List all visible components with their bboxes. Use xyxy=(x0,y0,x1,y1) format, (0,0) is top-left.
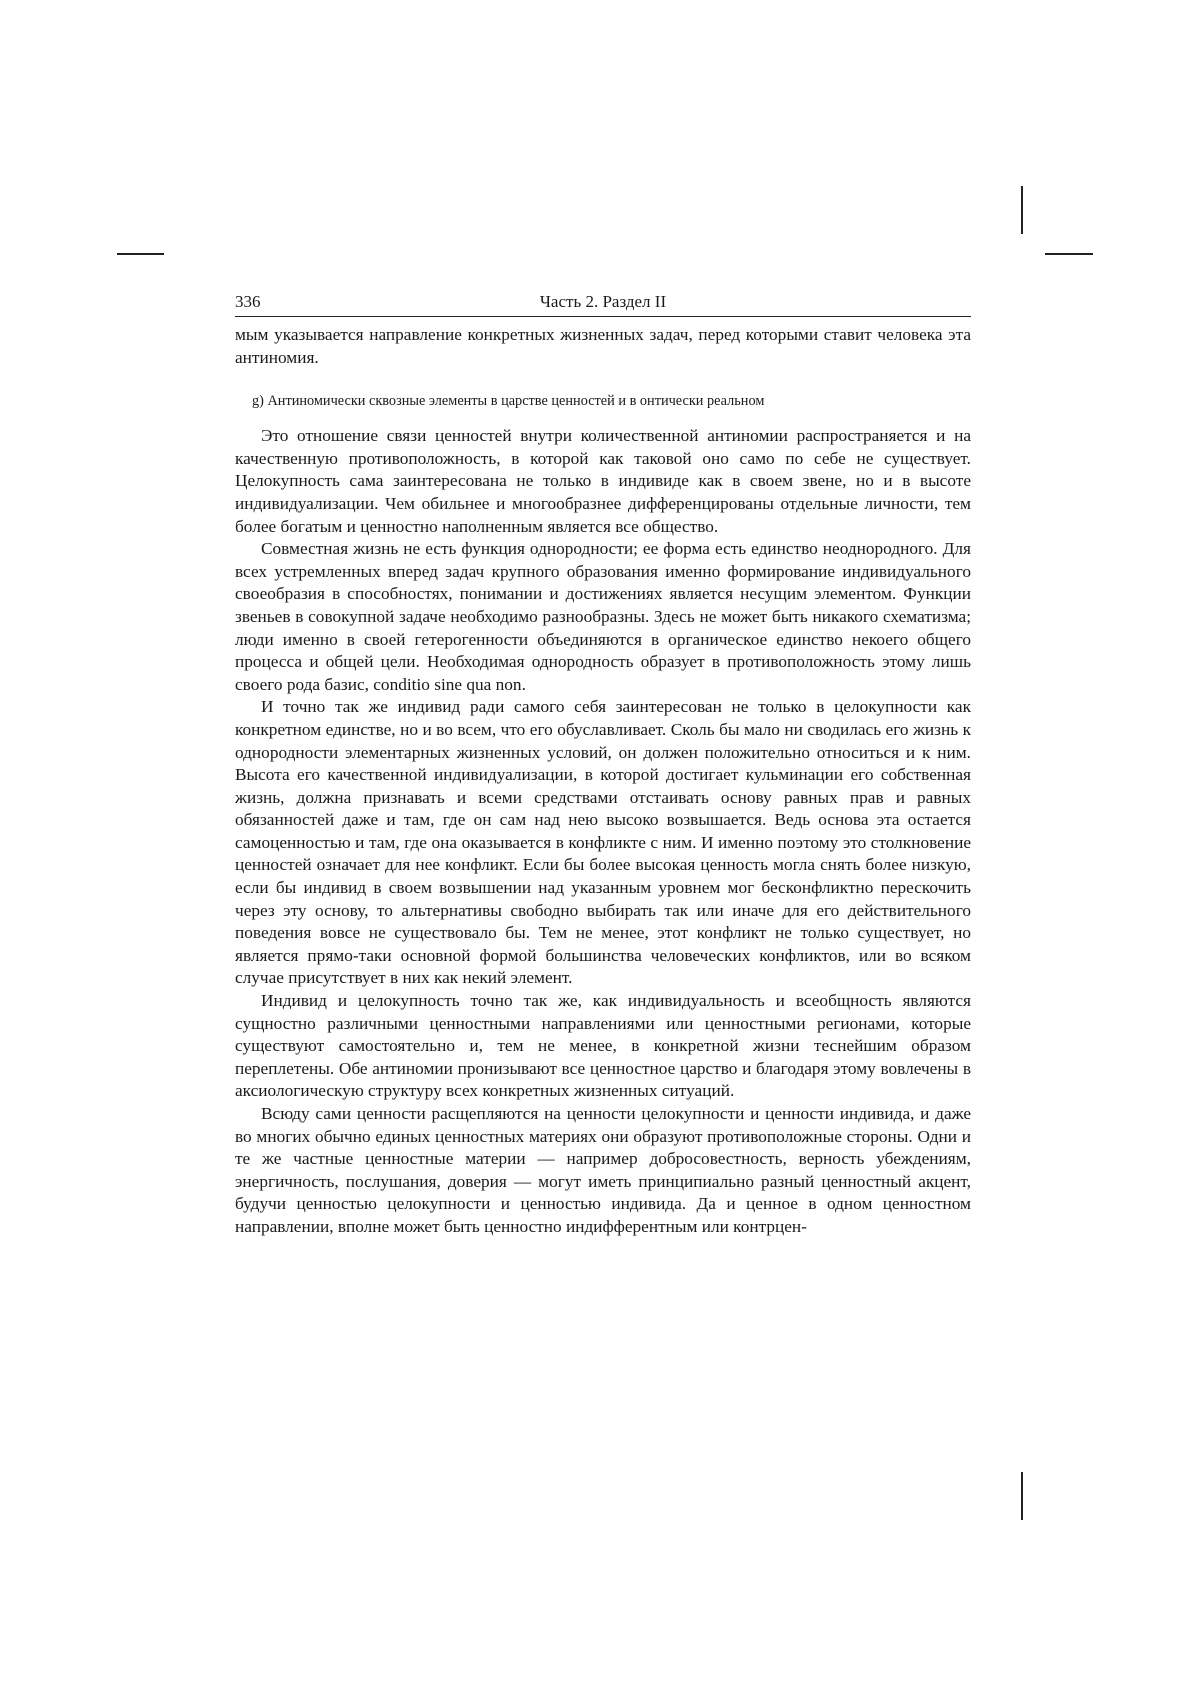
page-number: 336 xyxy=(235,292,261,311)
header-title: Часть 2. Раздел II xyxy=(539,292,667,311)
book-page xyxy=(235,290,971,1239)
crop-mark xyxy=(1021,1472,1023,1520)
crop-mark xyxy=(1021,186,1023,234)
body-text xyxy=(235,324,971,369)
paragraph: Совместная жизнь не есть функция однородности; ее форма есть единство неоднородного. Для всех устремленных вперед задач крупного образования именно формирование индивидуального своеобразия в способностях, понимании и достижениях является несущим элементом. Функции звеньев в совокупной задаче необходимо разнообразны. Здесь не может быть никакого схематизма; люди именно в своей гетерогенности объединяются в органическое единство некоего общего процесса и общей цели. Необходимая однородность образует в противоположность этому лишь своего рода базис, conditio sine qua non. xyxy=(235,539,971,694)
crop-mark xyxy=(1045,253,1093,255)
paragraph: Индивид и целокупность точно так же, как индивидуальность и всеобщность являются сущностно различными ценностными направлениями или ценностными регионами, которые существуют самостоятельно и, тем не менее, в конкретной жизни теснейшим образом переплетены. Обе антиномии пронизывают все ценностное царство и благодаря этому вовлечены в аксиологическую структуру всех конкретных жизненных ситуаций. xyxy=(235,991,971,1101)
crop-mark xyxy=(117,253,164,255)
paragraph: Это отношение связи ценностей внутри количественной антиномии распространяется и на качественную противоположность, в которой как таковой оно само по себе не существует. Целокупность сама заинтересована не только в индивиде как в своем звене, но и в высоте индивидуализации. Чем обильнее и многообразнее дифференцированы отдельные личности, тем более богатым и ценностно наполненным является все общество. xyxy=(235,426,971,536)
paragraph: Всюду сами ценности расщепляются на ценности целокупности и ценности индивида, и даже во многих обычно единых ценностных материях они образуют противоположные стороны. Одни и те же частные ценностные материи — например добросовестность, верность убеждениям, энергичность, послушания, доверия — могут иметь принципиально разный ценностный акцент, будучи ценностью целокупности и ценностью индивида. Да и ценное в одном ценностном направлении, вполне может быть ценностно индифферентным или контрцен- xyxy=(235,1104,971,1236)
body-text xyxy=(235,425,971,1238)
paragraph: И точно так же индивид ради самого себя заинтересован не только в целокупности как конкретном единстве, но и во всем, что его обуславливает. Сколь бы мало ни сводилась его жизнь к однородности элементарных жизненных условий, он должен положительно относиться и к ним. Высота его качественной индивидуализации, в которой достигает кульминации его собственная жизнь, должна признавать и всеми средствами отстаивать основу равных прав и равных обязанностей даже и там, где он сам над нею высоко возвышается. Ведь основа эта остается самоценностью и там, где она оказывается в конфликте с ним. И именно поэтому это столкновение ценностей означает для нее конфликт. Если бы более высокая ценность могла снять более низкую, если бы индивид в своем возвышении над указанным уровнем мог бесконфликтно перескочить через эту основу, то альтернативы свободно выбирать так или иначе для его действительного поведения вовсе не существовало бы. Тем не менее, этот конфликт не только существует, но является прямо-таки основной формой большинства человеческих конфликтов, или во всяком случае присутствует в них как некий элемент. xyxy=(235,697,971,988)
section-heading: g) Антиномически сквозные элементы в царстве ценностей и в онтически реальном xyxy=(252,393,765,410)
running-header xyxy=(235,290,971,317)
opening-paragraph: мым указывается направление конкретных жизненных задач, перед которыми ставит человека эта антиномия. xyxy=(235,325,971,367)
